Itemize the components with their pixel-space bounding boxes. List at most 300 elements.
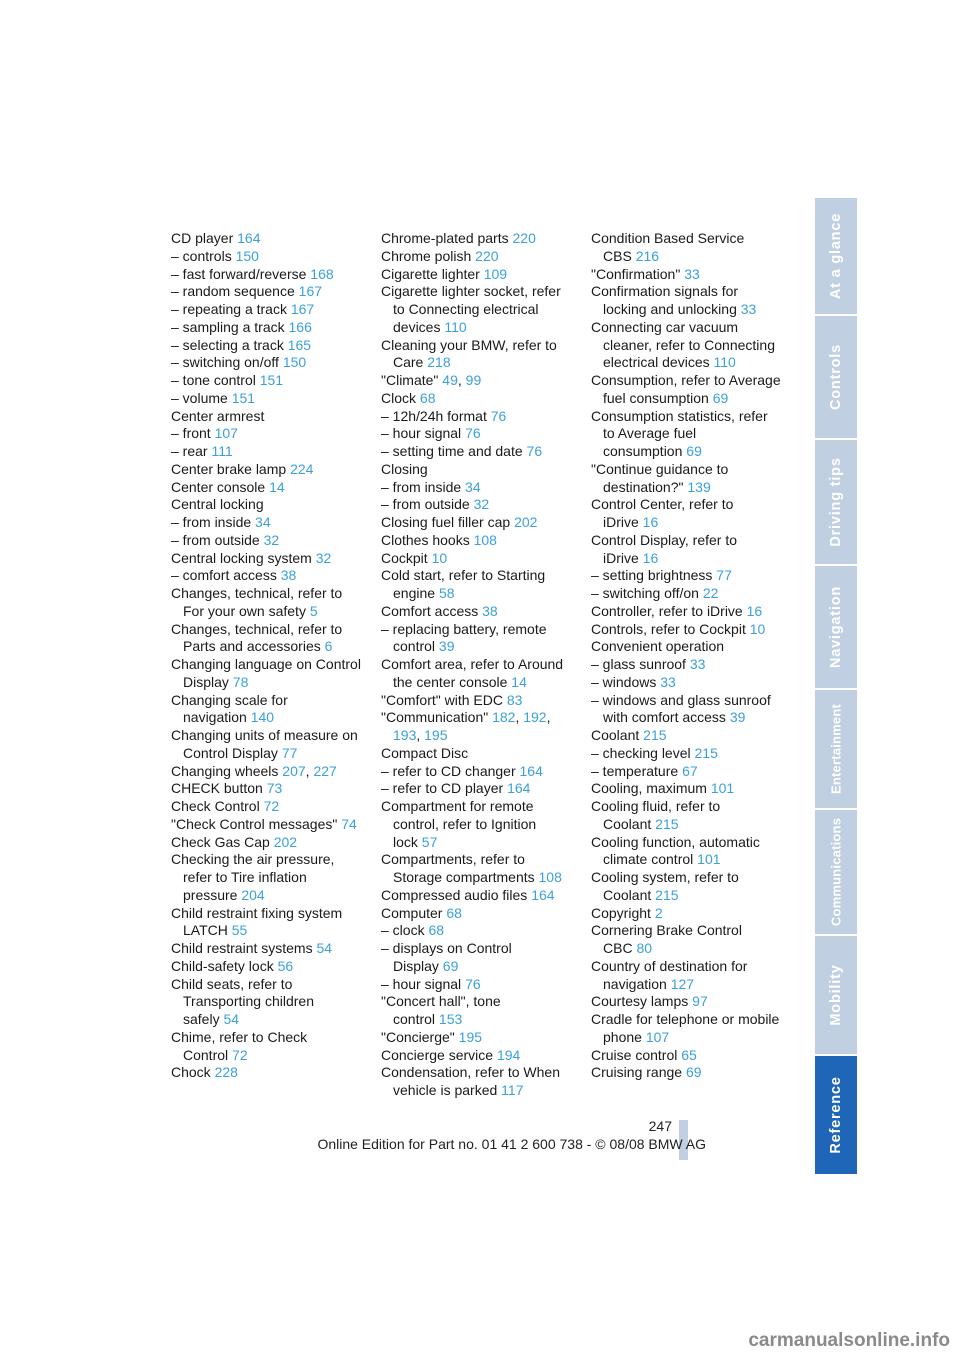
index-entry	[171, 443, 361, 461]
page-reference-link[interactable]: 77	[281, 744, 298, 761]
page-reference-link[interactable]: 202	[273, 833, 298, 850]
page-reference-link[interactable]: 165	[287, 336, 312, 353]
section-tab-navigation[interactable]	[815, 566, 857, 690]
index-term: Child restraint fixing system LATCH	[171, 904, 343, 939]
page-reference-link[interactable]: 76	[465, 425, 481, 442]
index-term: Controller, refer to iDrive	[591, 602, 743, 619]
index-term: Changing scale for navigation	[171, 691, 288, 726]
page-reference-link[interactable]: 139	[687, 478, 711, 495]
index-term: Child seats, refer to Transporting children safely	[171, 975, 314, 1027]
page-reference-link[interactable]: 110	[444, 318, 467, 335]
section-tab-label: Navigation	[828, 585, 844, 669]
index-term: – glass sunroof	[591, 656, 686, 672]
page-reference-link[interactable]: 56	[277, 957, 294, 974]
page-reference-link[interactable]: 193	[393, 727, 417, 743]
page-reference-link[interactable]: 5	[309, 602, 318, 619]
index-term: "Comfort" with EDC	[381, 691, 503, 708]
page-reference-link[interactable]: 228	[214, 1064, 238, 1081]
index-term: Cruise control	[591, 1046, 678, 1063]
index-term: Compartment for remote control, refer to Ignition lock	[381, 798, 537, 850]
index-term: Computer	[381, 904, 443, 921]
index-entry	[591, 692, 781, 728]
page-reference-link[interactable]: 76	[490, 407, 507, 424]
page-reference-link[interactable]: 164	[531, 886, 555, 903]
page-reference-link[interactable]: 207	[282, 762, 306, 779]
index-entry	[381, 479, 571, 497]
index-entry	[381, 905, 571, 923]
index-entry	[171, 514, 361, 532]
index-entry	[171, 816, 361, 834]
index-term: – clock	[381, 922, 425, 939]
section-tab-communications[interactable]	[815, 810, 857, 936]
index-term: Country of destination for navigation	[591, 957, 748, 992]
index-entry	[591, 958, 781, 994]
page-reference-link[interactable]: 69	[442, 957, 459, 974]
index-entry: Changing wheels 207, 227	[171, 762, 337, 779]
index-entry	[381, 337, 571, 373]
index-term: – switching on/off	[171, 354, 279, 371]
page-reference-link[interactable]: 67	[682, 762, 698, 779]
index-column-3	[591, 230, 781, 1082]
index-entry	[381, 603, 571, 621]
index-entry	[171, 461, 361, 479]
page-reference-link[interactable]: 192	[523, 709, 547, 726]
index-term: – selecting a track	[171, 336, 284, 353]
index-term: Clothes hooks	[381, 531, 470, 548]
index-entry	[591, 727, 781, 745]
section-tab-at-a-glance[interactable]	[815, 198, 857, 316]
page-reference-link[interactable]: 97	[692, 993, 708, 1010]
page-reference-link[interactable]: 39	[438, 638, 455, 655]
index-term: Cigarette lighter	[381, 265, 480, 282]
index-entry	[171, 834, 361, 852]
index-term: Closing fuel filler cap	[381, 514, 511, 530]
index-term: Cooling fluid, refer to Coolant	[591, 798, 721, 832]
section-tab-driving-tips[interactable]	[815, 440, 857, 566]
page-reference-link[interactable]: 164	[519, 762, 543, 779]
index-term: – hour signal	[381, 975, 462, 992]
page-reference-link[interactable]: 34	[465, 478, 481, 495]
page-reference-link[interactable]: 215	[694, 744, 718, 761]
index-entry	[591, 266, 781, 284]
index-term: – temperature	[591, 762, 679, 779]
index-entry	[381, 621, 571, 657]
index-entry	[171, 798, 361, 816]
index-entry	[381, 532, 571, 550]
page-reference-link[interactable]: 65	[681, 1046, 697, 1063]
page-reference-link[interactable]: 54	[223, 1011, 240, 1027]
page-reference-link[interactable]: 101	[697, 851, 721, 868]
section-tab-label: Entertainment	[828, 703, 844, 795]
page-reference-link[interactable]: 16	[642, 514, 659, 530]
page-reference-link[interactable]: 38	[280, 567, 297, 584]
page-reference-link[interactable]: 166	[288, 318, 312, 335]
index-entry	[381, 976, 571, 994]
index-entry	[171, 230, 361, 248]
page-reference-link[interactable]: 69	[685, 1064, 702, 1081]
page-reference-link[interactable]: 83	[506, 691, 523, 708]
page-reference-link[interactable]: 215	[643, 727, 667, 743]
index-term: Cornering Brake Control CBC	[591, 922, 742, 956]
index-entry	[381, 550, 571, 568]
index-term: "Check Control messages"	[171, 815, 338, 832]
index-term: – volume	[171, 389, 228, 406]
index-term: Central locking system	[171, 549, 312, 566]
page-reference-link[interactable]: 202	[514, 514, 538, 530]
page-reference-link[interactable]: 80	[636, 940, 653, 956]
index-entry	[591, 869, 781, 905]
page-reference-link[interactable]: 55	[231, 922, 248, 939]
page-reference-link[interactable]: 151	[231, 389, 256, 406]
section-tab-mobility[interactable]	[815, 936, 857, 1056]
index-entry	[591, 674, 781, 692]
page-reference-link[interactable]: 111	[211, 443, 233, 459]
index-term: Controls, refer to Cockpit	[591, 620, 746, 637]
index-term: – from inside	[171, 514, 252, 530]
page-reference-link[interactable]: 49	[442, 372, 458, 388]
index-entry	[171, 248, 361, 266]
section-tab-label: At a glance	[828, 212, 844, 300]
index-entry	[171, 780, 361, 798]
page-reference-link[interactable]: 215	[655, 815, 679, 832]
section-tab-label: Mobility	[828, 964, 844, 1026]
index-term: – displays on Control Display	[381, 940, 512, 974]
page-reference-link[interactable]: 110	[713, 354, 736, 371]
index-term: – fast forward/reverse	[171, 265, 307, 282]
index-term: – replacing battery, remote control	[381, 620, 547, 655]
index-entry	[591, 319, 781, 372]
index-term: – setting time and date	[381, 443, 523, 459]
page-reference-link[interactable]: 22	[702, 585, 719, 601]
index-term: Cooling, maximum	[591, 780, 707, 797]
index-entry	[381, 656, 571, 692]
footer-edition-note: Online Edition for Part no. 01 41 2 600 738 - © 08/08 BMW AG	[317, 1136, 706, 1152]
section-tabs	[815, 198, 857, 1176]
index-entry	[171, 390, 361, 408]
index-term: – setting brightness	[591, 567, 713, 584]
page-reference-link[interactable]: 224	[290, 460, 314, 477]
index-term: Cruising range	[591, 1064, 683, 1081]
page-reference-link[interactable]: 109	[483, 265, 508, 282]
page-reference-link[interactable]: 10	[431, 549, 448, 566]
index-term: – checking level	[591, 744, 691, 761]
index-entry	[171, 905, 361, 941]
page-reference-link[interactable]: 182	[492, 709, 516, 726]
index-term: Consumption, refer to Average fuel consumption	[591, 372, 781, 406]
index-term: Condensation, refer to When vehicle is parked	[381, 1064, 560, 1098]
page-reference-link[interactable]: 10	[749, 620, 766, 637]
index-entry	[591, 798, 781, 834]
index-term: Compressed audio files	[381, 886, 528, 903]
index-entry	[171, 283, 361, 301]
page-reference-link[interactable]: 127	[670, 975, 695, 992]
index-term: CD player	[171, 230, 234, 246]
index-entry	[591, 1064, 781, 1082]
page-reference-link[interactable]: 73	[266, 780, 283, 797]
index-entry	[171, 585, 361, 621]
page-reference-link[interactable]: 195	[424, 727, 448, 743]
page-reference-link[interactable]: 215	[655, 886, 679, 903]
index-entry	[591, 567, 781, 585]
page-number: 247	[648, 1118, 672, 1134]
index-entry	[591, 283, 781, 319]
index-term: Copyright	[591, 904, 651, 921]
page-reference-link[interactable]: 227	[313, 762, 337, 779]
index-entry	[171, 1064, 361, 1082]
index-term: – tone control	[171, 372, 256, 388]
index-entry	[381, 851, 571, 887]
index-entry	[381, 461, 571, 479]
index-term: Compartments, refer to Storage compartments	[381, 851, 535, 885]
index-term: Chrome polish	[381, 247, 472, 264]
section-tab-entertainment[interactable]	[815, 690, 857, 810]
index-term: Clock	[381, 389, 417, 406]
index-entry	[381, 425, 571, 443]
page-reference-link[interactable]: 33	[660, 673, 676, 690]
index-term: Center armrest	[171, 407, 265, 424]
index-term: Check Gas Cap	[171, 833, 270, 850]
page-reference-link[interactable]: 33	[689, 656, 706, 672]
index-entry	[591, 461, 781, 497]
page-reference-link[interactable]: 167	[290, 301, 315, 317]
index-entry	[171, 496, 361, 514]
index-term: Connecting car vacuum cleaner, refer to Connecting electrical devices	[591, 318, 775, 371]
section-tab-label: Reference	[828, 1076, 844, 1154]
section-tab-label: Communications	[828, 817, 844, 927]
index-term: "Confirmation"	[591, 265, 681, 282]
index-entry	[381, 745, 571, 763]
page-reference-link[interactable]: 33	[740, 301, 757, 317]
index-entry	[381, 1047, 571, 1065]
index-term: Comfort access	[381, 602, 479, 619]
index-entry	[591, 780, 781, 798]
index-entry	[381, 567, 571, 603]
page-reference-link[interactable]: 32	[315, 549, 332, 566]
index-term: Changes, technical, refer to Parts and accessories	[171, 620, 343, 655]
page-reference-link[interactable]: 32	[473, 496, 490, 513]
index-term: – from outside	[171, 531, 260, 548]
index-term: Compact Disc	[381, 744, 469, 761]
index-entry	[381, 390, 571, 408]
page-reference-link[interactable]: 72	[263, 798, 280, 814]
index-entry	[591, 745, 781, 763]
page-reference-link[interactable]: 57	[421, 833, 438, 850]
index-term: – switching off/on	[591, 585, 699, 601]
index-term: – sampling a track	[171, 318, 285, 335]
page-reference-link[interactable]: 140	[250, 709, 275, 726]
page-reference-link[interactable]: 150	[235, 247, 259, 264]
index-term: Cleaning your BMW, refer to Care	[381, 336, 557, 371]
index-term: – controls	[171, 247, 232, 264]
index-term: Concierge service	[381, 1046, 494, 1063]
page-reference-link[interactable]: 218	[427, 354, 451, 371]
index-entry	[591, 603, 781, 621]
index-term: Control Display, refer to iDrive	[591, 531, 738, 566]
index-entry	[381, 940, 571, 976]
index-entry	[171, 301, 361, 319]
page-reference-link[interactable]: 216	[635, 247, 660, 264]
index-term: – 12h/24h format	[381, 407, 487, 424]
page-reference-link[interactable]: 2	[654, 904, 663, 921]
page-reference-link[interactable]: 76	[465, 975, 481, 992]
index-entry	[171, 727, 361, 763]
index-entry	[381, 780, 571, 798]
index-term: Center brake lamp	[171, 460, 287, 477]
index-entry	[171, 1029, 361, 1065]
page-reference-link[interactable]: 38	[482, 602, 498, 619]
page-reference-link[interactable]: 58	[438, 585, 455, 601]
page-reference-link[interactable]: 74	[341, 815, 357, 832]
index-entry	[171, 532, 361, 550]
index-term: Convenient operation	[591, 638, 725, 655]
index-entry	[171, 425, 361, 443]
index-entry	[591, 922, 781, 958]
index-term: Courtesy lamps	[591, 993, 689, 1010]
index-term: Comfort area, refer to Around the center console	[381, 656, 564, 690]
page-reference-link[interactable]: 220	[512, 230, 536, 246]
page-reference-link[interactable]: 101	[710, 780, 735, 797]
page-reference-link[interactable]: 6	[324, 638, 333, 655]
index-entry	[381, 514, 571, 532]
page-reference-link[interactable]: 108	[473, 531, 497, 548]
page-reference-link[interactable]: 77	[716, 567, 732, 584]
index-entry	[381, 248, 571, 266]
page-reference-link[interactable]: 150	[282, 354, 307, 371]
index-entry	[381, 763, 571, 781]
page-reference-link[interactable]: 68	[419, 389, 436, 406]
page-reference-link[interactable]: 69	[712, 389, 729, 406]
index-column-2	[381, 230, 571, 1100]
index-entry	[381, 922, 571, 940]
page-reference-link[interactable]: 194	[496, 1046, 521, 1063]
index-entry	[171, 692, 361, 728]
page-reference-link[interactable]: 16	[746, 602, 763, 619]
page-reference-link[interactable]: 108	[538, 869, 562, 885]
index-term: Check Control	[171, 798, 260, 814]
page-reference-link[interactable]: 220	[475, 247, 499, 264]
index-term: Changing wheels	[171, 762, 279, 779]
page-reference-link[interactable]: 195	[458, 1028, 483, 1045]
page-reference-link[interactable]: 68	[446, 904, 462, 921]
index-entry	[381, 1064, 571, 1100]
index-term: Cooling system, refer to Coolant	[591, 869, 739, 903]
index-term: – rear	[171, 443, 208, 459]
index-term: – refer to CD player	[381, 780, 504, 797]
index-entry: "Climate" 49, 99	[381, 372, 482, 388]
index-entry	[171, 408, 361, 426]
index-term: Changing language on Control Display	[171, 656, 361, 690]
index-entry	[381, 1029, 571, 1047]
page-reference-link[interactable]: 54	[316, 940, 333, 956]
index-entry	[591, 834, 781, 870]
page-reference-link[interactable]: 33	[684, 265, 700, 282]
index-entry	[591, 638, 781, 656]
index-term: – windows and glass sunroof with comfort access	[591, 691, 771, 726]
index-entry	[171, 550, 361, 568]
index-entry	[591, 621, 781, 639]
index-entry	[171, 567, 361, 585]
index-column-1	[171, 230, 361, 1082]
index-entry	[381, 230, 571, 248]
page-reference-link[interactable]: 39	[729, 709, 746, 726]
index-entry	[381, 496, 571, 514]
page-reference-link[interactable]: 164	[237, 230, 261, 246]
index-entry	[171, 851, 361, 904]
index-entry	[381, 993, 571, 1029]
index-term: Condition Based Service CBS	[591, 230, 745, 264]
index-term: – repeating a track	[171, 301, 287, 317]
index-entry	[591, 656, 781, 674]
section-tab-reference[interactable]	[815, 1056, 857, 1176]
section-tab-label: Driving tips	[828, 457, 844, 547]
index-entry	[381, 266, 571, 284]
index-term: "Climate"	[381, 372, 439, 388]
index-term: – random sequence	[171, 283, 295, 300]
index-entry	[171, 372, 361, 390]
page-reference-link[interactable]: 204	[241, 886, 265, 903]
page-reference-link[interactable]: 107	[214, 425, 238, 442]
page-reference-link[interactable]: 32	[263, 531, 280, 548]
page-reference-link[interactable]: 164	[507, 780, 531, 797]
page-reference-link[interactable]: 167	[298, 283, 323, 300]
index-term: – front	[171, 425, 211, 442]
page-reference-link[interactable]: 78	[232, 673, 249, 690]
page-reference-link[interactable]: 72	[232, 1046, 248, 1063]
index-term: Cigarette lighter socket, refer to Connecting electrical devices	[381, 283, 561, 335]
index-entry	[591, 585, 781, 603]
page-reference-link[interactable]: 76	[526, 443, 543, 459]
index-term: Closing	[381, 460, 428, 477]
index-term: "Continue guidance to destination?"	[591, 460, 729, 495]
page-reference-link[interactable]: 69	[686, 443, 702, 459]
page-reference-link[interactable]: 99	[465, 372, 482, 388]
index-term: Consumption statistics, refer to Average fuel consumption	[591, 407, 768, 459]
index-entry	[591, 230, 781, 266]
page-reference-link[interactable]: 68	[428, 922, 445, 939]
index-term: Control Center, refer to iDrive	[591, 496, 734, 530]
page-reference-link[interactable]: 168	[310, 265, 334, 282]
index-entry	[381, 408, 571, 426]
page-reference-link[interactable]: 14	[269, 478, 285, 495]
index-term: Chrome-plated parts	[381, 230, 509, 246]
index-entry	[591, 496, 781, 532]
page-reference-link[interactable]: 107	[645, 1028, 670, 1045]
index-entry	[171, 656, 361, 692]
page-reference-link[interactable]: 151	[259, 372, 284, 388]
section-tab-controls[interactable]	[815, 316, 857, 440]
index-entry	[171, 976, 361, 1029]
page-reference-link[interactable]: 14	[511, 673, 527, 690]
index-term: – refer to CD changer	[381, 762, 516, 779]
index-entry	[591, 1011, 781, 1047]
page-reference-link[interactable]: 34	[255, 514, 271, 530]
page-reference-link[interactable]: 153	[438, 1011, 463, 1027]
index-term: Cradle for telephone or mobile phone	[591, 1011, 780, 1045]
page-reference-link[interactable]: 117	[501, 1082, 524, 1098]
index-term: Confirmation signals for locking and unlocking	[591, 283, 739, 317]
index-entry	[171, 319, 361, 337]
index-entry	[591, 408, 781, 461]
index-term: – from outside	[381, 496, 470, 513]
index-term: – comfort access	[171, 567, 277, 584]
page-reference-link[interactable]: 16	[642, 549, 659, 566]
index-entry	[171, 958, 361, 976]
index-term: – windows	[591, 673, 657, 690]
section-tab-label: Controls	[828, 343, 844, 411]
index-term: Cockpit	[381, 549, 428, 566]
index-term: Child-safety lock	[171, 957, 274, 974]
index-entry	[381, 692, 571, 710]
